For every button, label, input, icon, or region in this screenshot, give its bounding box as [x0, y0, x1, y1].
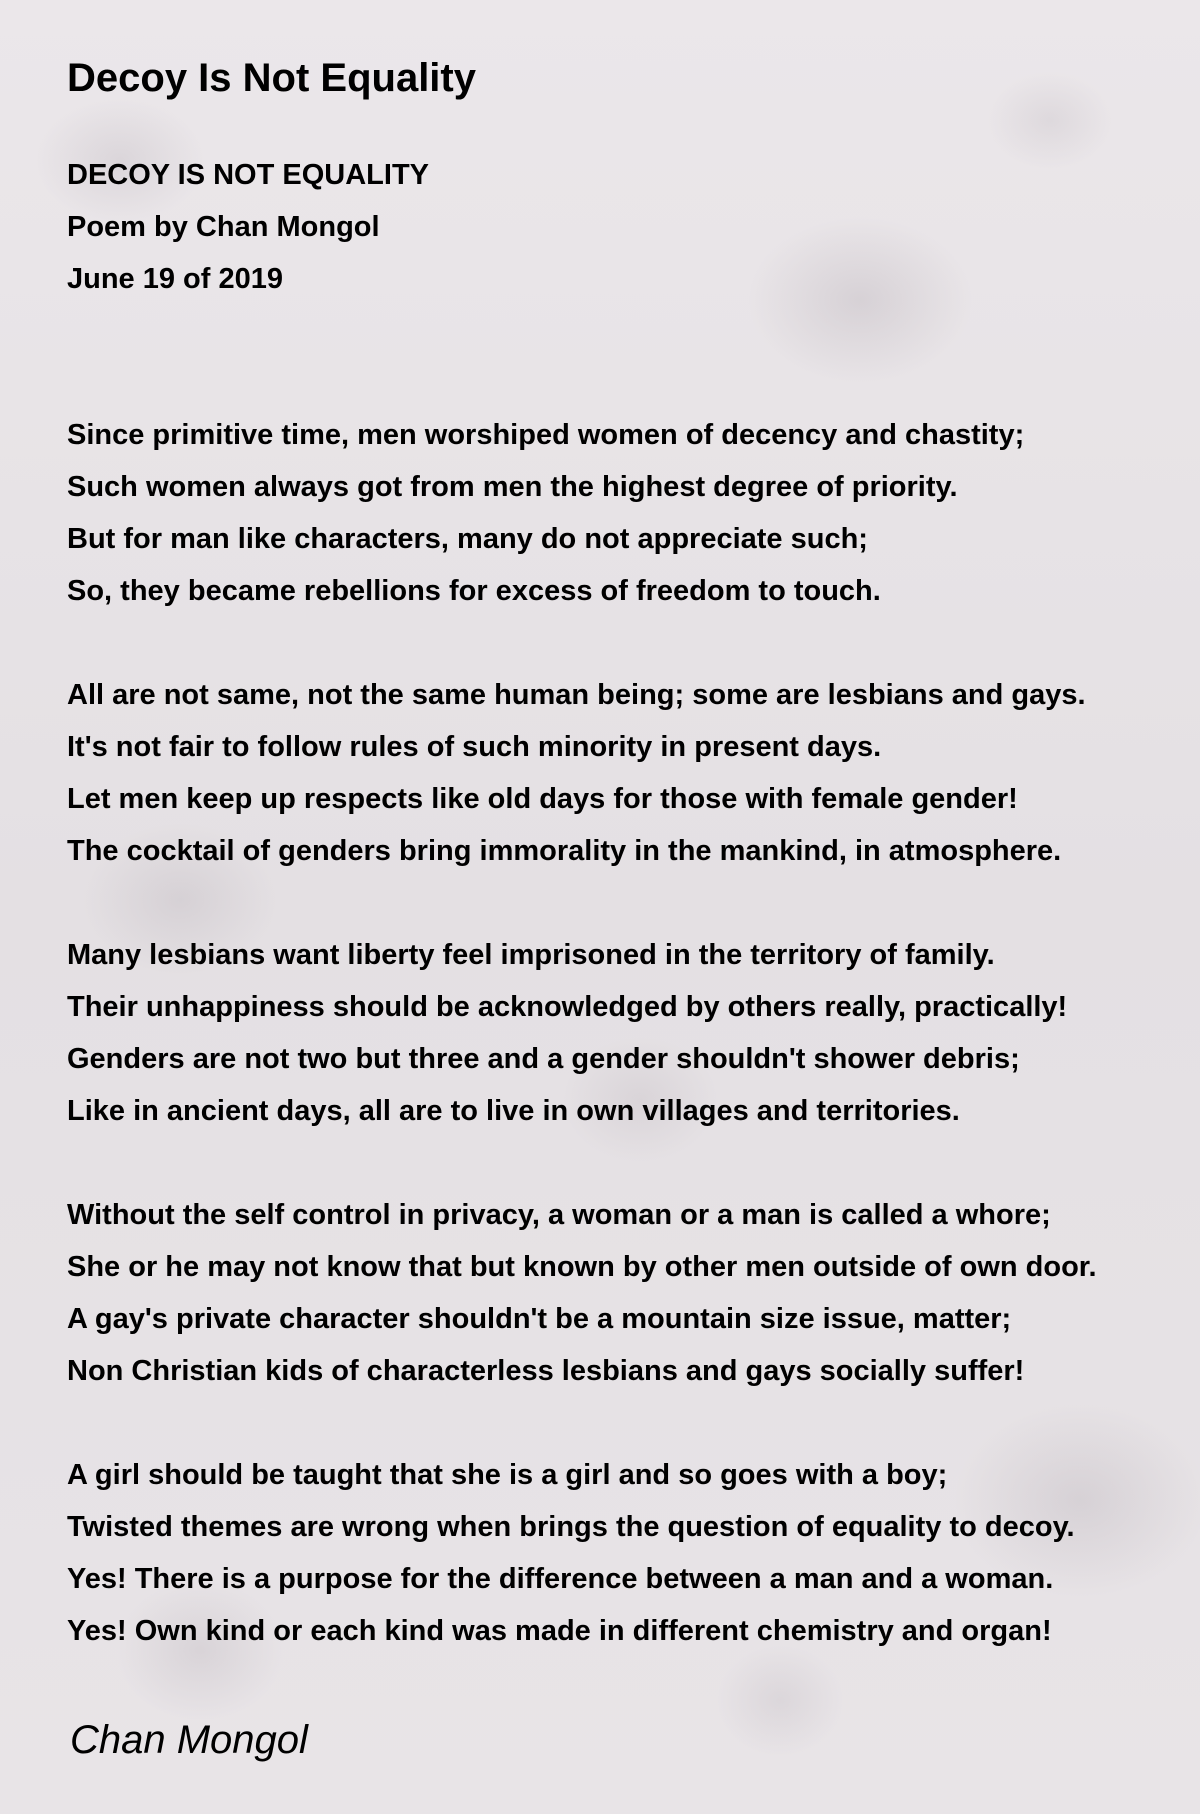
poem-line: Since primitive time, men worshiped women of decency and chastity; [67, 419, 1025, 451]
author-signature: Chan Mongol [70, 1718, 308, 1762]
poem-line: A girl should be taught that she is a girl and so goes with a boy; [67, 1459, 948, 1491]
blank-line [67, 305, 1097, 357]
poem-line: A gay's private character shouldn't be a mountain size issue, matter; [67, 1303, 1012, 1335]
poem-line: Yes! There is a purpose for the difference between a man and a woman. [67, 1563, 1054, 1595]
poem-line: Twisted themes are wrong when brings the question of equality to decoy. [67, 1511, 1075, 1543]
poem-line: Such women always got from men the highest degree of priority. [67, 471, 958, 503]
poem-line: But for man like characters, many do not appreciate such; [67, 523, 868, 555]
poem-line: All are not same, not the same human being; some are lesbians and gays. [67, 679, 1086, 711]
poem-line: Genders are not two but three and a gender shouldn't shower debris; [67, 1043, 1020, 1075]
blank-line [67, 1137, 1097, 1189]
poem-header-author: Poem by Chan Mongol [67, 211, 380, 243]
poem-line: Let men keep up respects like old days for those with female gender! [67, 783, 1018, 815]
poem-line: Their unhappiness should be acknowledged by others really, practically! [67, 991, 1068, 1023]
poem-title: Decoy Is Not Equality [67, 56, 476, 100]
poem-line: Non Christian kids of characterless lesbians and gays socially suffer! [67, 1355, 1025, 1387]
poem-line: The cocktail of genders bring immorality in the mankind, in atmosphere. [67, 835, 1062, 867]
poem-line: Yes! Own kind or each kind was made in different chemistry and organ! [67, 1615, 1052, 1647]
poem-line: Many lesbians want liberty feel imprisoned in the territory of family. [67, 939, 995, 971]
poem-body [67, 149, 1097, 1657]
poem-header-date: June 19 of 2019 [67, 263, 283, 295]
poem-line: It's not fair to follow rules of such minority in present days. [67, 731, 882, 763]
poem-line: She or he may not know that but known by other men outside of own door. [67, 1251, 1097, 1283]
blank-line [67, 877, 1097, 929]
poem-line: Like in ancient days, all are to live in own villages and territories. [67, 1095, 960, 1127]
blank-line [67, 617, 1097, 669]
blank-line [67, 1397, 1097, 1449]
blank-line [67, 357, 1097, 409]
poem-line: Without the self control in privacy, a woman or a man is called a whore; [67, 1199, 1051, 1231]
poem-line: So, they became rebellions for excess of freedom to touch. [67, 575, 881, 607]
poem-header-title: DECOY IS NOT EQUALITY [67, 159, 430, 191]
